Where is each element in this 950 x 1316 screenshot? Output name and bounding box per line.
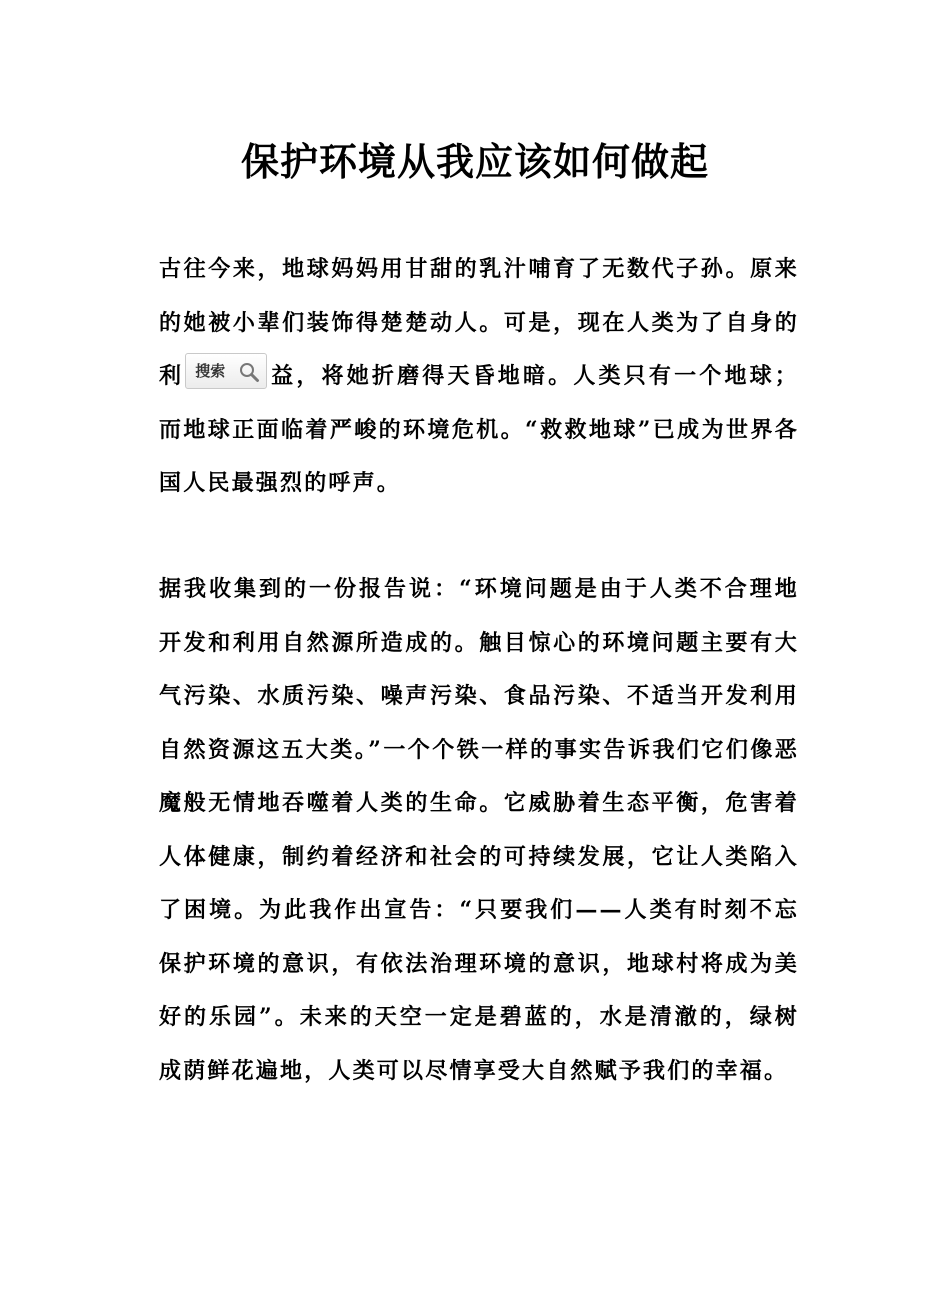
paragraph-intro-text-after: 益，将她折磨得天昏地暗。人类只有一个地球；而地球正面临着严峻的环境危机。“救救地球”已成为世界各国人民最强烈的呼声。 <box>159 363 800 496</box>
paragraph-report: 据我收集到的一份报告说：“环境问题是由于人类不合理地开发和利用自然源所造成的。触目惊心的环境问题主要有大气污染、水质污染、噪声污染、食品污染、不适当开发利用自然资源这五大类。”一个个铁一样的事实告诉我们它们像恶魔般无情地吞噬着人类的生命。它威胁着生态平衡，危害着人体健康，制约着经济和社会的可持续发展，它让人类陷入了困境。为此我作出宣告：“只要我们——人类有时刻不忘保护环境的意识，有依法治理环境的意识，地球村将成为美好的乐园”。未来的天空一定是碧蓝的，水是清澈的，绿树成荫鲜花遍地，人类可以尽情享受大自然赋予我们的幸福。 <box>159 576 799 1084</box>
paragraph-intro-text-before: 古往今来，地球妈妈用甘甜的乳汁哺育了无数代子孙。原来的她被小辈们装饰得楚楚动人。可是，现在人类为了自身的利 <box>159 256 799 389</box>
magnifier-icon <box>238 361 260 383</box>
paragraph-intro <box>159 243 799 511</box>
page-title: 保护环境从我应该如何做起 <box>240 139 709 184</box>
search-button-label: 搜索 <box>195 362 226 380</box>
search-button[interactable] <box>185 353 267 389</box>
